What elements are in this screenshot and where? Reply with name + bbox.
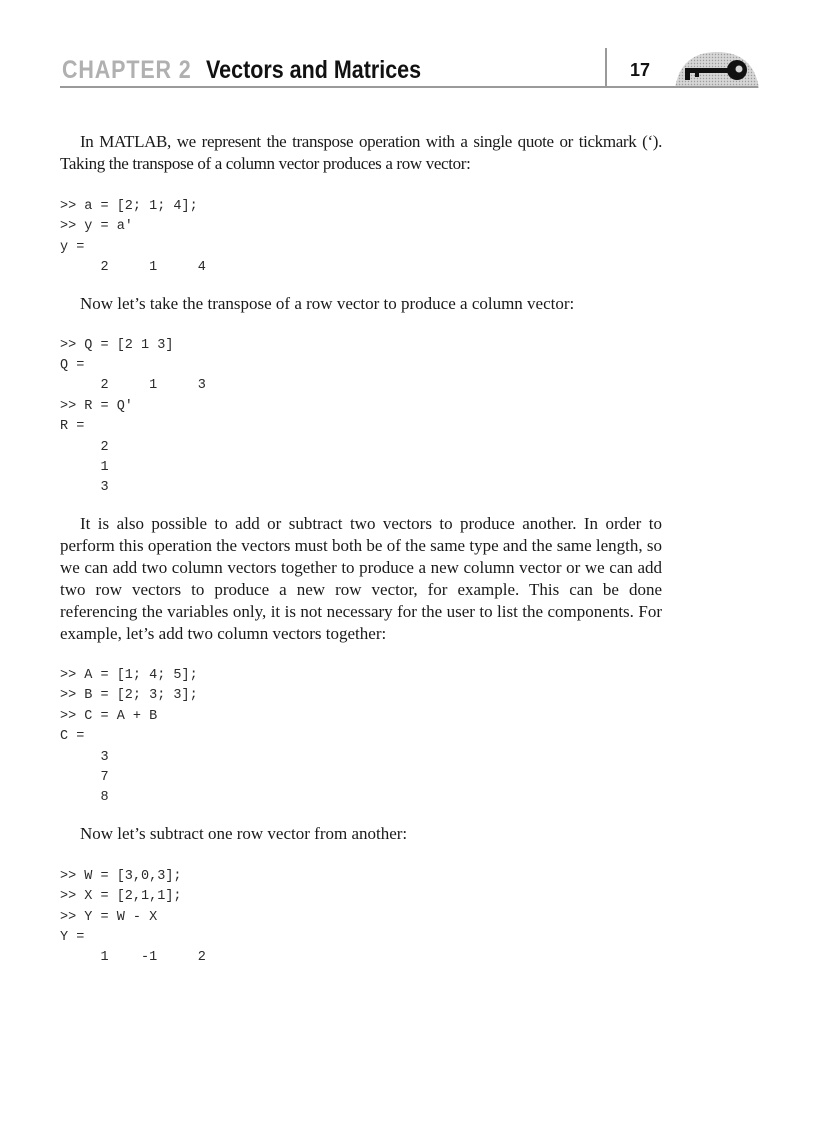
page-number: 17: [630, 60, 651, 80]
code-block-row-to-column: >> Q = [2 1 3] Q = 2 1 3 >> R = Q' R = 2 1 3: [60, 337, 206, 496]
chapter-title: Vectors and Matrices: [206, 56, 422, 84]
key-icon: [675, 50, 759, 88]
code-block-column-to-row: >> a = [2; 1; 4]; >> y = a' y = 2 1 4: [60, 199, 206, 276]
paragraph-vector-subtraction: Now let’s subtract one row vector from another:: [80, 823, 408, 843]
paragraph-vector-addition: It is also possible to add or subtract two vectors to produce another. In order to perform this operation the vectors must both be of the same type and the same length, so we can add two column vectors together to produce a new column vector or we can add two row vectors to produce a new row vector, for example. This can be done referencing the variables only, it is not necessary for the user to list the components. For example, let’s add two column vectors together:: [60, 513, 662, 643]
chapter-label: CHAPTER 2: [62, 56, 192, 84]
header-rule: [60, 86, 758, 88]
paragraph-row-transpose: Now let’s take the transpose of a row vector to produce a column vector:: [80, 293, 575, 313]
paragraph-transpose-intro: In MATLAB, we represent the transpose operation with a single quote or tickmark (‘). Taking the transpose of a column vector produces a row vector:: [60, 132, 662, 173]
header-divider: [605, 48, 607, 88]
page-body: [60, 131, 662, 969]
code-block-vector-addition: >> A = [1; 4; 5]; >> B = [2; 3; 3]; >> C = A + B C = 3 7 8: [60, 667, 198, 806]
code-block-vector-subtraction: >> W = [3,0,3]; >> X = [2,1,1]; >> Y = W - X Y = 1 -1 2: [60, 868, 206, 966]
page-header: [60, 40, 758, 92]
